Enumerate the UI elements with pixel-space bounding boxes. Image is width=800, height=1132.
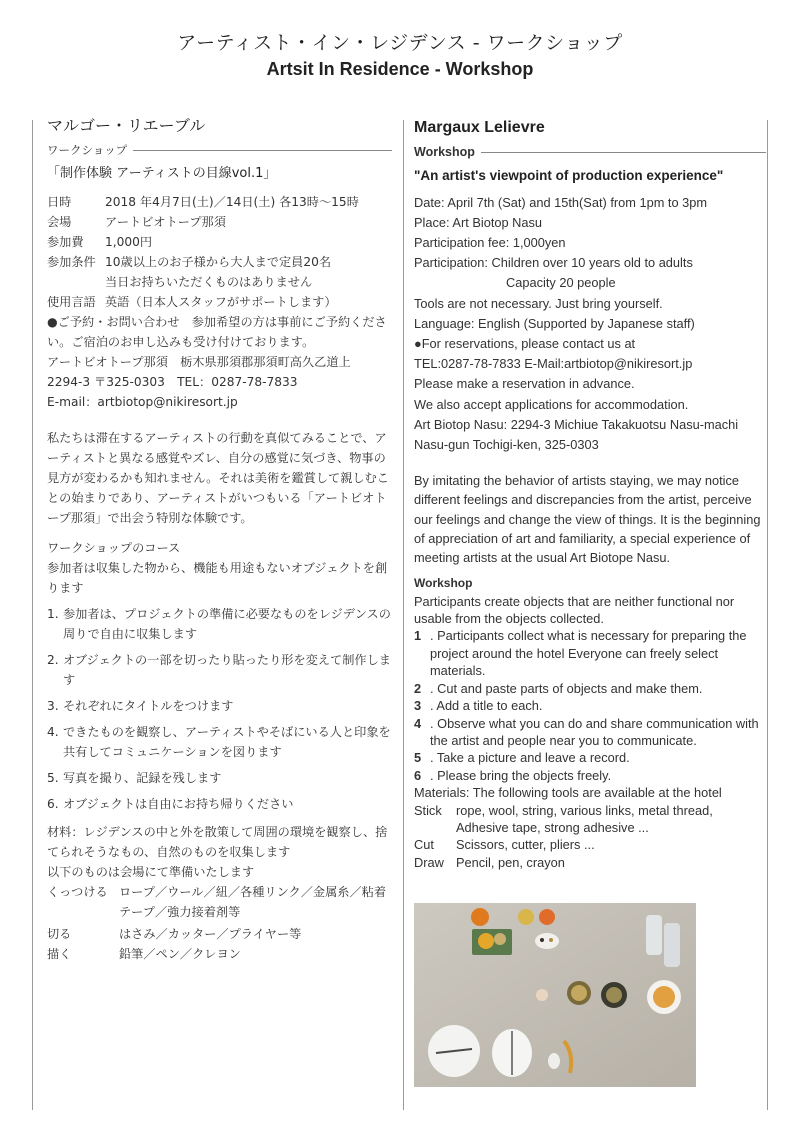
divider-left [32, 120, 33, 1110]
info-line: Please make a reservation in advance. [414, 376, 635, 392]
step-number: 4 [414, 715, 422, 731]
info-row-language [47, 292, 392, 312]
info-key: 使用言語 [47, 295, 96, 309]
material-key: くっつける [47, 885, 108, 899]
info-row-place [47, 212, 392, 232]
list-item [47, 722, 392, 762]
material-value: Scissors, cutter, pliers ... [456, 837, 595, 853]
info-key: 日時 [47, 195, 72, 209]
section-heading-en [414, 142, 766, 162]
step-number: 3 [414, 698, 422, 714]
info-row-date [47, 192, 392, 212]
material-value: はさみ／カッター／プライヤー等 [119, 927, 302, 941]
divider-center [403, 120, 404, 1110]
material-row-cut [47, 924, 392, 944]
material-value: rope, wool, string, various links, metal thread, Adhesive tape, strong adhesive ... [456, 802, 713, 835]
divider-right [767, 120, 768, 1110]
description-paragraph-jp: 私たちは滞在するアーティストの行動を真似てみることで、アーティストと異なる感覚やズレ、自分の感覚に気づき、物事の見方が変わるかも知れません。それは美術を鑑賞して親しむことの始まりであり、アーティストがいつもいる「アートビオトープ那須」で出会う特別な体験です。 [47, 431, 389, 525]
info-key: 参加費 [47, 235, 84, 249]
step-text: 参加者は、プロジェクトの準備に必要なものをレジデンスの周りで自由に収集します [63, 607, 391, 641]
step-text: . Observe what you can do and share communication with the artist and people near you to communicate. [430, 715, 759, 748]
section-heading-jp [47, 140, 392, 160]
step-text: . Take a picture and leave a record. [430, 750, 630, 766]
step-text: オブジェクトは自由にお持ち帰りください [63, 797, 294, 811]
section-rule [481, 152, 766, 153]
material-row-draw [414, 854, 766, 871]
step-text: できたものを観察し、アーティストやそばにいる人と印象を共有してコミュニケーションを図ります [63, 725, 391, 759]
course-title-jp: ワークショップのコース [47, 541, 181, 555]
material-row-stick [47, 882, 392, 922]
list-item [414, 627, 766, 679]
info-line: We also accept applications for accommodation. [414, 396, 689, 412]
info-block-jp [47, 192, 392, 412]
workshop-photo [414, 903, 696, 1087]
step-number: 1 [414, 628, 422, 644]
list-item [414, 749, 766, 766]
step-text: . Add a title to each. [430, 698, 543, 714]
workshop-title-en: "An artist's viewpoint of production experience" [414, 168, 724, 184]
list-item [414, 767, 766, 784]
step-number: 3. [47, 699, 59, 713]
info-line: Place: Art Biotop Nasu [414, 214, 543, 230]
step-number: 4. [47, 725, 59, 739]
step-number: 5. [47, 771, 59, 785]
material-value: Pencil, pen, crayon [456, 854, 565, 870]
email-line: E-mail：artbiotop@nikiresort.jp [47, 395, 238, 409]
material-row-cut [414, 836, 766, 853]
step-text: それぞれにタイトルをつけます [63, 699, 234, 713]
info-key: 会場 [47, 215, 72, 229]
page-header [0, 28, 800, 80]
material-row-stick [414, 802, 766, 837]
materials-note-jp: 以下のものは会場にて準備いたします [47, 865, 255, 879]
material-key: Stick [414, 802, 442, 818]
list-item [414, 697, 766, 714]
header-title-en: Artsit In Residence - Workshop [266, 59, 534, 79]
step-number: 5 [414, 750, 422, 766]
info-value: 英語（日本人スタッフがサポートします） [105, 295, 337, 309]
materials-intro-jp: 材料：レジデンスの中と外を散策して周囲の環境を観察し、捨てられそうなもの、自然のものを収集します [47, 825, 388, 859]
header-title-jp: アーティスト・イン・レジデンス - ワークショップ [177, 32, 623, 54]
step-number: 1. [47, 607, 59, 621]
step-text: オブジェクトの一部を切ったり貼ったり形を変えて制作します [63, 653, 391, 687]
info-line: Participation: Children over 10 years old to adults [414, 255, 693, 271]
info-line: ●For reservations, please contact us at [414, 336, 636, 352]
info-line: Participation fee: 1,000yen [414, 235, 566, 251]
material-key: Draw [414, 854, 444, 870]
artist-name-jp: マルゴー・リエーブル [47, 116, 206, 135]
list-item [414, 680, 766, 697]
step-text: . Participants collect what is necessary for preparing the project around the hotel Everyone can freely select materials. [430, 628, 747, 679]
steps-list-en [414, 627, 766, 784]
list-item [47, 604, 392, 644]
address-line-1: アートビオトープ那須 栃木県那須郡那須町高久乙道上 [47, 355, 351, 369]
info-line: Capacity 20 people [506, 275, 616, 291]
description-paragraph-en: By imitating the behavior of artists staying, we may notice different feelings and discrepancies from the artist, perceive our feelings and change the view of things. It is the beginning of appreciation of art and familiarity, a special experience of meeting artists at the usual Art Biotope Nasu. [414, 473, 761, 566]
steps-list-jp [47, 604, 392, 814]
info-condition-note: 当日お持ちいただくものはありません [105, 275, 313, 289]
material-row-draw [47, 944, 392, 964]
workshop-title-jp: 「制作体験 アーティストの目線vol.1」 [47, 166, 277, 181]
info-key: 参加条件 [47, 255, 96, 269]
section-rule [133, 150, 392, 151]
list-item [414, 715, 766, 750]
step-text: . Cut and paste parts of objects and make them. [430, 680, 703, 696]
material-value: ロープ／ウール／紐／各種リンク／金属糸／粘着テープ／強力接着剤等 [119, 885, 387, 919]
info-block-en [414, 193, 766, 456]
step-text: 写真を撮り、記録を残します [63, 771, 222, 785]
artist-name-en: Margaux Lelievre [414, 119, 545, 136]
material-key: Cut [414, 837, 434, 853]
workshop-photo-illustration [414, 903, 696, 1087]
step-number: 2. [47, 653, 59, 667]
step-number: 2 [414, 680, 422, 696]
info-line: Tools are not necessary. Just bring yourself. [414, 295, 663, 311]
list-item [47, 794, 392, 814]
workshop-desc-en: Participants create objects that are neither functional nor usable from the objects collected. [414, 593, 735, 627]
course-desc-jp: 参加者は収集した物から、機能も用途もないオブジェクトを創ります [47, 561, 388, 595]
info-value: 1,000円 [105, 235, 153, 249]
contact-text: ●ご予約・お問い合わせ 参加希望の方は事前にご予約ください。ご宿泊のお申し込みも受け付けております。 [47, 315, 387, 349]
info-row-fee [47, 232, 392, 252]
step-number: 6 [414, 767, 422, 783]
list-item [47, 650, 392, 690]
step-text: . Please bring the objects freely. [430, 767, 612, 783]
japanese-column [47, 116, 392, 964]
info-value: アートビオトープ那須 [105, 215, 226, 229]
list-item [47, 768, 392, 788]
material-key: 切る [47, 927, 72, 941]
section-label: ワークショップ [47, 143, 128, 157]
info-line: Date: April 7th (Sat) and 15th(Sat) from 1pm to 3pm [414, 194, 708, 210]
workshop-heading-en: Workshop [414, 576, 473, 591]
materials-intro-en: Materials: The following tools are available at the hotel [414, 785, 722, 801]
info-value: 10歳以上のお子様から大人まで定員20名 [105, 255, 332, 269]
material-key: 描く [47, 947, 72, 961]
english-column [414, 116, 766, 871]
material-value: 鉛筆／ペン／クレヨン [119, 947, 241, 961]
info-line: Art Biotop Nasu: 2294-3 Michiue Takakuotsu Nasu-machi Nasu-gun Tochigi-ken, 325-0303 [414, 416, 739, 453]
info-row-condition [47, 252, 392, 272]
section-label: Workshop [414, 145, 475, 160]
step-number: 6. [47, 797, 59, 811]
info-line: Language: English (Supported by Japanese staff) [414, 315, 695, 331]
address-line-2: 2294-3 〒325-0303 TEL：0287-78-7833 [47, 375, 298, 389]
list-item [47, 696, 392, 716]
info-value: 2018 年4月7日(土)／14日(土) 各13時〜15時 [105, 195, 359, 209]
info-line: TEL:0287-78-7833 E-Mail:artbiotop@nikiresort.jp [414, 356, 693, 372]
